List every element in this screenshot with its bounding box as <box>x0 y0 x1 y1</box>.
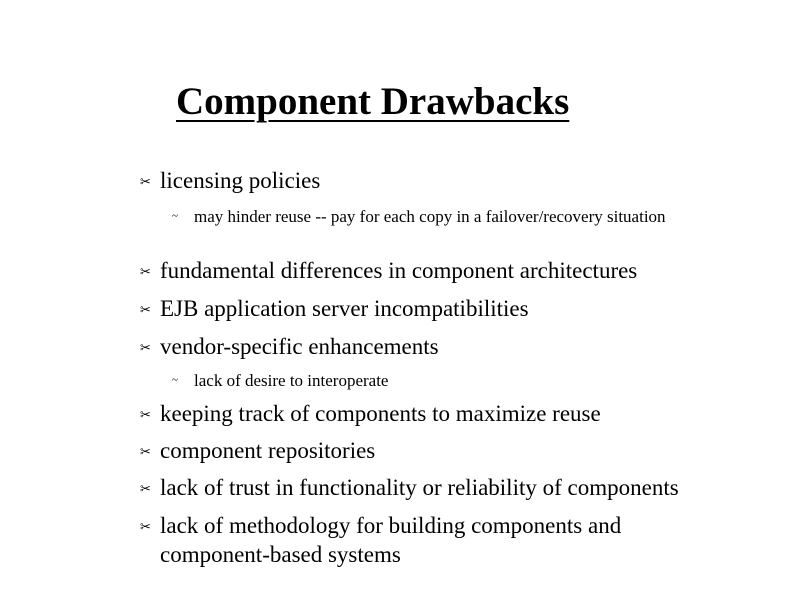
bullet-component-architectures <box>140 256 760 285</box>
bullet-lack-of-trust <box>140 473 760 502</box>
scissors-icon: ✂ <box>140 444 151 459</box>
sub-bullet-text: may hinder reuse -- pay for each copy in a failover/recovery situation <box>194 207 666 226</box>
bullet-component-repositories <box>140 436 760 465</box>
bullet-text: lack of methodology for building components and component-based systems <box>160 513 622 567</box>
scissors-icon: ✂ <box>140 407 151 422</box>
bullet-text: licensing policies <box>160 168 321 193</box>
bullet-ejb-incompatibilities <box>140 294 760 323</box>
scissors-icon: ✂ <box>140 519 151 534</box>
scissors-icon: ✂ <box>140 174 151 189</box>
scissors-icon: ✂ <box>140 340 151 355</box>
bullet-vendor-enhancements <box>140 332 760 361</box>
bullet-licensing-policies <box>140 166 760 195</box>
sub-bullet-hinder-reuse <box>172 205 712 229</box>
bullet-text: fundamental differences in component architectures <box>160 258 638 283</box>
curved-dash-icon: ~ <box>172 374 178 386</box>
bullet-text: vendor-specific enhancements <box>160 334 439 359</box>
scissors-icon: ✂ <box>140 481 151 496</box>
sub-bullet-text: lack of desire to interoperate <box>194 371 389 390</box>
scissors-icon: ✂ <box>140 264 151 279</box>
scissors-icon: ✂ <box>140 302 151 317</box>
bullet-track-components <box>140 399 760 428</box>
bullet-text: keeping track of components to maximize reuse <box>160 401 601 426</box>
bullet-text: EJB application server incompatibilities <box>160 296 529 321</box>
bullet-text: lack of trust in functionality or reliability of components <box>160 475 679 500</box>
slide-title: Component Drawbacks <box>176 80 570 123</box>
bullet-lack-of-methodology <box>140 511 680 569</box>
bullet-text: component repositories <box>160 438 376 463</box>
sub-bullet-interoperate <box>172 369 712 393</box>
curved-dash-icon: ~ <box>172 210 178 222</box>
